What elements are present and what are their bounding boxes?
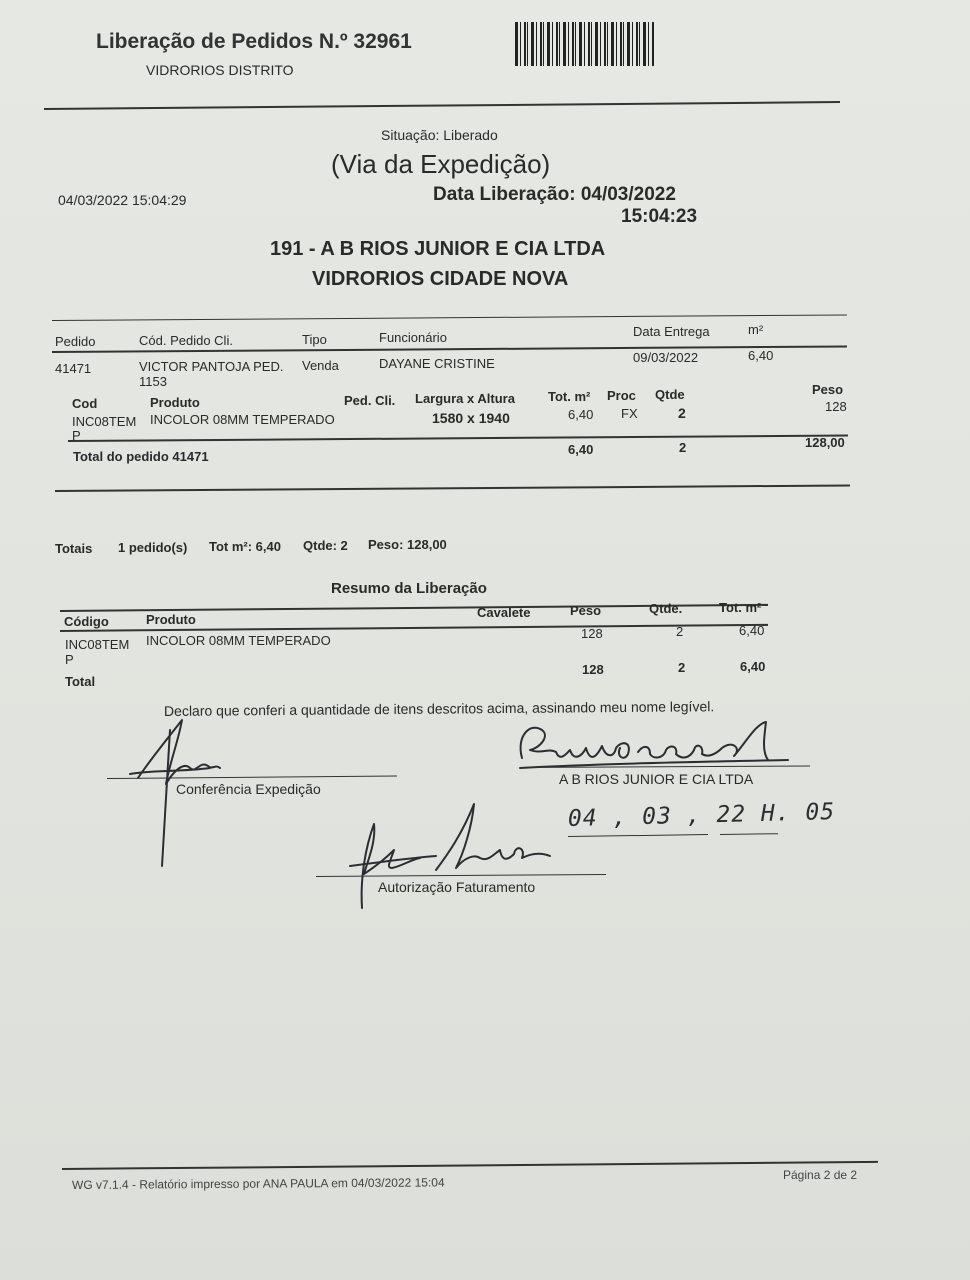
summary-total-label: Total	[65, 674, 96, 689]
via-label: (Via da Expedição)	[331, 149, 551, 179]
item-code: INC08TEM	[72, 414, 137, 429]
item-col-produto: Produto	[150, 395, 200, 410]
summary-total-qtde: 2	[678, 660, 686, 675]
company-name: VIDRORIOS DISTRITO	[146, 62, 294, 78]
item-col-cod: Cod	[72, 396, 98, 411]
order-m2: 6,40	[748, 348, 774, 363]
summary-row-peso: 128	[581, 626, 603, 641]
summary-col-codigo: Código	[64, 614, 109, 629]
item-col-dimensions: Largura x Altura	[415, 391, 515, 406]
order-top-line	[52, 314, 847, 321]
col-data-entrega: Data Entrega	[633, 324, 710, 339]
order-number: 41471	[55, 361, 92, 376]
autorizacao-label: Autorização Faturamento	[378, 879, 536, 895]
handwritten-date: 04 , 03 , 22 H. 05	[567, 799, 836, 832]
date-underline	[568, 834, 708, 837]
summary-total-tot-m2: 6,40	[740, 659, 766, 674]
item-col-ped-cli: Ped. Cli.	[344, 393, 396, 408]
item-peso: 128	[825, 399, 847, 414]
order-client-code: VICTOR PANTOJA PED.	[139, 359, 284, 374]
summary-row-tot-m2: 6,40	[739, 623, 765, 638]
summary-col-peso: Peso	[570, 603, 602, 618]
item-col-tot-m2: Tot. m²	[548, 389, 591, 404]
summary-col-cavalete: Cavalete	[477, 605, 531, 620]
company-signature-label: A B RIOS JUNIOR E CIA LTDA	[559, 771, 754, 787]
situation-label: Situação: Liberado	[381, 127, 498, 143]
conferencia-label: Conferência Expedição	[176, 781, 321, 797]
item-code-cont: P	[72, 428, 81, 443]
item-col-proc: Proc	[607, 388, 636, 403]
summary-row-code-cont: P	[65, 652, 74, 667]
footer-page: Página 2 de 2	[783, 1168, 858, 1182]
totals-orders: 1 pedido(s)	[118, 540, 188, 555]
summary-col-qtde: Qtde.	[649, 601, 683, 616]
client-name: 191 - A B RIOS JUNIOR E CIA LTDA	[270, 238, 606, 260]
order-employee: DAYANE CRISTINE	[379, 356, 495, 371]
order-total-qtde: 2	[679, 440, 687, 455]
item-dimensions: 1580 x 1940	[432, 410, 510, 426]
totals-peso: Peso: 128,00	[368, 537, 447, 552]
declaration-text: Declaro que conferi a quantidade de itens descritos acima, assinando meu nome legível.	[163, 698, 715, 719]
summary-col-tot-m2: Tot. m²	[719, 600, 762, 615]
summary-row-product: INCOLOR 08MM TEMPERADO	[146, 633, 331, 648]
release-time: 15:04:23	[621, 206, 698, 227]
order-total-label: Total do pedido 41471	[73, 449, 209, 464]
release-date: Data Liberação: 04/03/2022	[433, 184, 676, 205]
signature-autorizacao	[340, 796, 560, 916]
client-branch: VIDRORIOS CIDADE NOVA	[312, 268, 569, 290]
col-cod-pedido-cli: Cód. Pedido Cli.	[139, 333, 233, 348]
order-total-peso: 128,00	[805, 435, 845, 450]
col-funcionario: Funcionário	[379, 330, 447, 345]
print-datetime: 04/03/2022 15:04:29	[58, 192, 187, 208]
item-product: INCOLOR 08MM TEMPERADO	[150, 412, 335, 427]
item-tot-m2: 6,40	[568, 407, 594, 422]
summary-col-produto: Produto	[146, 612, 196, 627]
order-total-line	[68, 435, 848, 442]
barcode	[515, 22, 655, 66]
order-type: Venda	[302, 358, 339, 373]
order-delivery-date: 09/03/2022	[633, 350, 699, 365]
footer-line	[62, 1161, 878, 1170]
item-col-peso: Peso	[812, 382, 844, 397]
order-client-code-cont: 1153	[139, 374, 167, 389]
summary-title: Resumo da Liberação	[331, 580, 487, 597]
item-qtde: 2	[678, 405, 686, 421]
item-col-qtde: Qtde	[655, 387, 685, 402]
document-title: Liberação de Pedidos N.º 32961	[96, 30, 412, 53]
col-m2: m²	[748, 322, 764, 337]
header-divider	[44, 101, 840, 110]
footer-printed-by: WG v7.1.4 - Relatório impresso por ANA PAULA em 04/03/2022 15:04	[71, 1175, 445, 1192]
item-proc: FX	[621, 406, 638, 421]
summary-row-qtde: 2	[676, 624, 684, 639]
order-total-m2: 6,40	[568, 442, 594, 457]
col-pedido: Pedido	[55, 334, 96, 349]
time-underline	[720, 833, 778, 835]
totals-qtde: Qtde: 2	[303, 538, 348, 553]
order-bottom-line	[55, 484, 850, 492]
totals-label: Totais	[55, 541, 93, 556]
col-tipo: Tipo	[302, 332, 327, 347]
summary-total-peso: 128	[582, 662, 604, 677]
totals-m2: Tot m²: 6,40	[209, 539, 281, 554]
signature-conferencia	[120, 690, 230, 870]
summary-row-code: INC08TEM	[65, 637, 130, 652]
